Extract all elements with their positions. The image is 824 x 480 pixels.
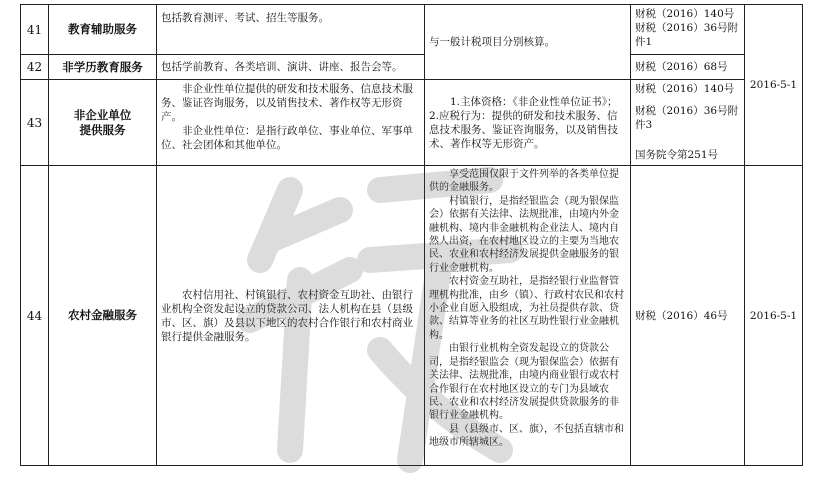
policy-text: 县（县级市、区、旗），不包括直辖市和地级市所辖城区。 — [429, 423, 624, 449]
service-description — [157, 5, 425, 55]
description-text: 非企业性单位提供的研发和技术服务、信息技术服务、鉴证咨询服务，以及销售技术、著作权等无形资产。 — [161, 83, 413, 123]
table-row-42 — [21, 55, 803, 80]
service-name-line: 非企业单位 — [73, 107, 132, 122]
table-row-44 — [21, 166, 803, 466]
reference-cell — [631, 80, 745, 166]
row-number: 43 — [21, 80, 49, 166]
table-row-41 — [21, 5, 803, 55]
policy-cell — [425, 5, 631, 80]
service-name: 农村金融服务 — [49, 166, 157, 466]
reference-text: 国务院令第251号 — [635, 149, 719, 161]
reference-cell — [631, 166, 745, 466]
policy-text: 享受范围仅限于文件列举的各类单位提供的金融服务。 — [429, 169, 619, 194]
policy-text: 与一般计税项目分别核算。 — [429, 36, 555, 48]
policy-text: 2.应税行为：提供的研发和技术服务、信息技术服务、鉴证咨询服务，以及销售技术、著作权等无形资产。 — [429, 109, 618, 150]
row-number: 41 — [21, 5, 49, 55]
reference-text: 财税（2016）140号 — [635, 83, 735, 95]
service-name: 非学历教育服务 — [49, 55, 157, 80]
row-number: 42 — [21, 55, 49, 80]
reference-text: 财税（2016）68号 — [635, 61, 728, 73]
effective-date: 2016-5-1 — [745, 5, 803, 166]
policy-text: 1.主体资格：《非企业性单位证书》； — [450, 95, 618, 108]
service-name: 教育辅助服务 — [49, 5, 157, 55]
description-text: 农村信用社、村镇银行、农村资金互助社、由银行业机构全资发起设立的贷款公司、法人机构在县（县级市、区、旗）及县以下地区的农村合作银行和农村商业银行提供金融服务。 — [161, 288, 413, 343]
policy-text: 村镇银行，是指经银监会（现为银保监会）依据有关法律、法规批准，由境内外金融机构、境内非金融机构企业法人、境内自然人出资，在农村地区设立的主要为当地农民、农业和农村经济发展提供金融服务的银行业金融机构。 — [429, 195, 619, 274]
description-text: 包括教育测评、考试、招生等服务。 — [161, 12, 329, 24]
reference-text: 财税（2016）36号附件1 — [635, 22, 739, 48]
reference-text: 财税（2016）36号附件3 — [635, 105, 739, 131]
description-text: 非企业性单位：是指行政单位、事业单位、军事单位、社会团体和其他单位。 — [161, 125, 413, 151]
policy-cell — [425, 166, 631, 466]
policy-table — [20, 4, 803, 466]
policy-text: 农村资金互助社，是指经银行业监督管理机构批准，由乡（镇）、行政村农民和农村小企业自愿入股组成，为社员提供存款、贷款、结算等业务的社区互助性银行业金融机构。 — [429, 276, 624, 341]
policy-text: 由银行业机构全资发起设立的贷款公司，是指经银监会（现为银保监会）依据有关法律、法规批准，由境内商业银行或农村合作银行在农村地区设立的专门为县域农民、农业和农村经济发展提供贷款服务的非银行业金融机构。 — [429, 343, 619, 422]
reference-cell — [631, 5, 745, 55]
reference-cell — [631, 55, 745, 80]
service-description — [157, 166, 425, 466]
service-description — [157, 55, 425, 80]
effective-date: 2016-5-1 — [745, 166, 803, 466]
service-name — [49, 80, 157, 166]
reference-text: 财税（2016）46号 — [635, 309, 728, 322]
description-text: 包括学前教育、各类培训、演讲、讲座、报告会等。 — [161, 61, 403, 73]
reference-text: 财税（2016）140号 — [635, 8, 735, 20]
row-number: 44 — [21, 166, 49, 466]
service-description — [157, 80, 425, 166]
service-name-line: 提供服务 — [79, 122, 126, 137]
table-row-43 — [21, 80, 803, 166]
policy-cell — [425, 80, 631, 166]
